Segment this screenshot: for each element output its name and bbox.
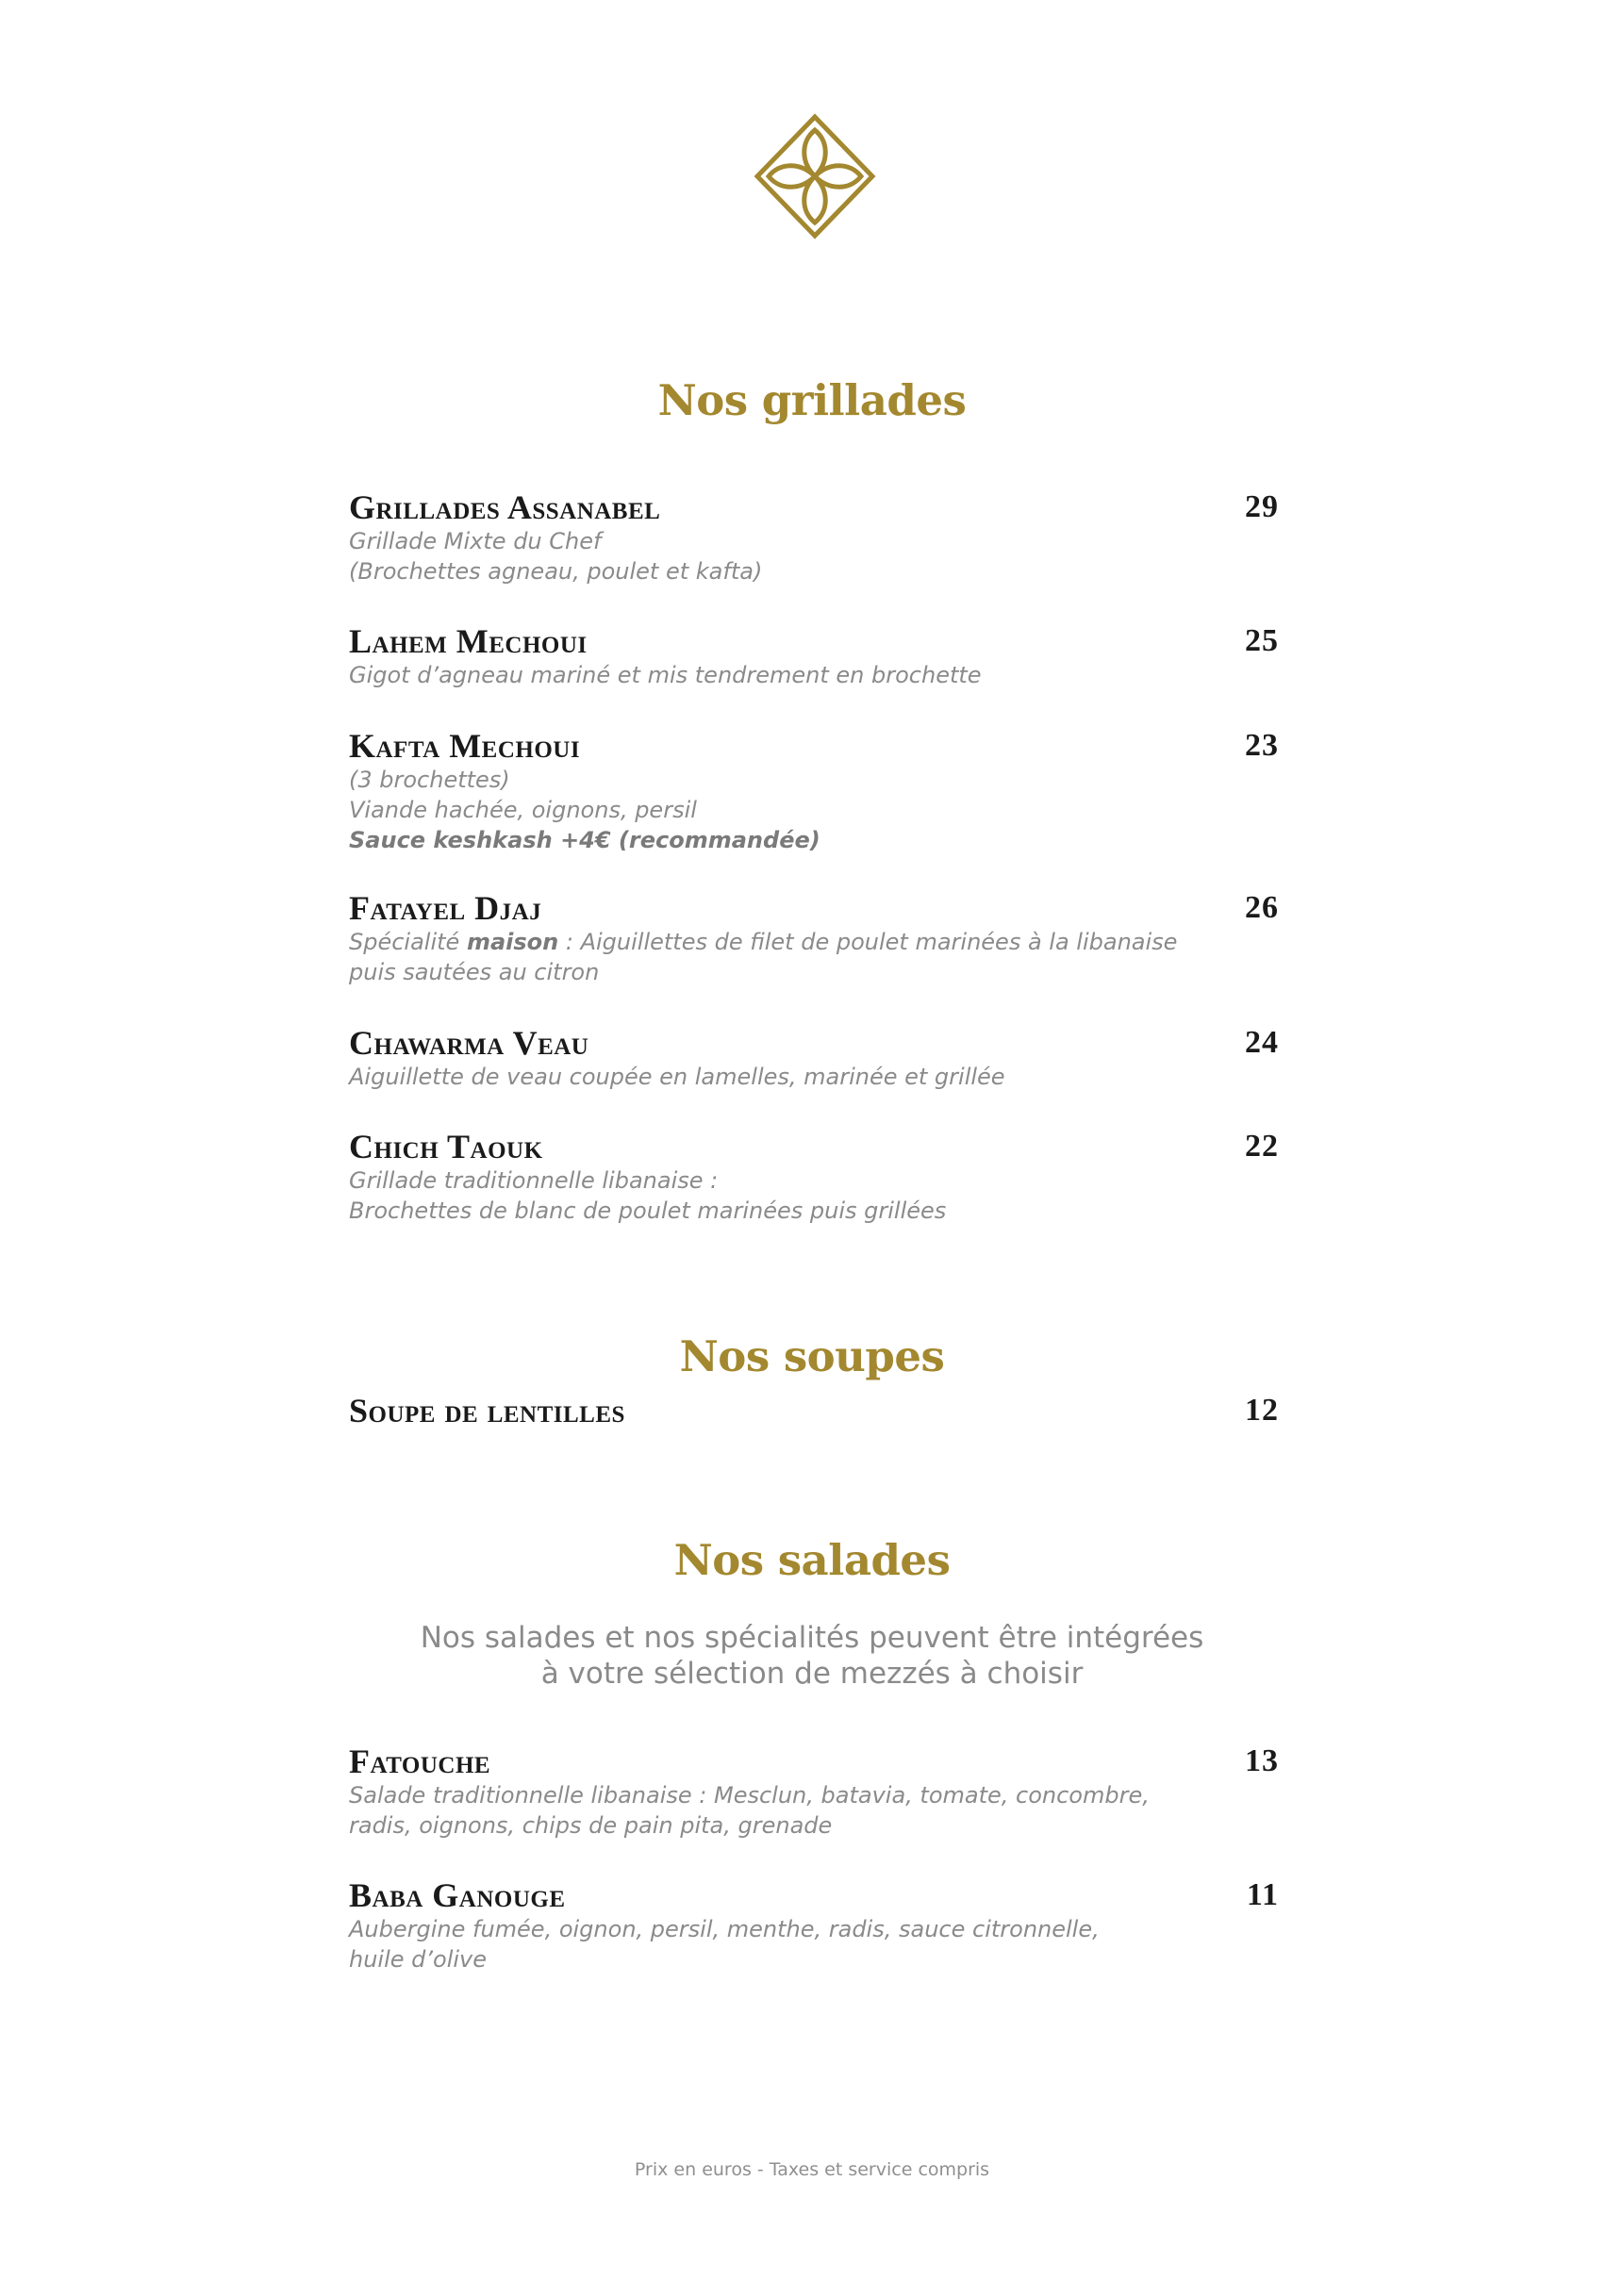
salades-intro bbox=[0, 1620, 1624, 1692]
item-description: puis sautées au citron bbox=[349, 959, 600, 985]
item-description: (Brochettes agneau, poulet et kafta) bbox=[349, 558, 763, 585]
menu-item-chich-taouk bbox=[349, 1128, 1279, 1226]
item-price: 25 bbox=[1245, 623, 1279, 658]
desc-suffix: : Aiguillettes de filet de poulet marinées à la libanaise bbox=[558, 929, 1178, 955]
item-description: Brochettes de blanc de poulet marinées puis grillées bbox=[349, 1198, 947, 1224]
item-price: 11 bbox=[1246, 1877, 1279, 1912]
desc-bold: maison bbox=[466, 929, 559, 955]
item-description: radis, oignons, chips de pain pita, grenade bbox=[349, 1812, 833, 1839]
item-price: 26 bbox=[1245, 890, 1279, 925]
item-price: 12 bbox=[1245, 1393, 1279, 1428]
item-name: Lahem Mechoui bbox=[349, 622, 588, 660]
diamond-flower-icon bbox=[754, 113, 876, 240]
intro-line: Nos salades et nos spécialités peuvent être intégrées bbox=[420, 1621, 1204, 1655]
menu-item-soupe-de-lentilles bbox=[349, 1392, 1279, 1429]
menu-item-fatouche bbox=[349, 1743, 1279, 1841]
footer-note: Prix en euros - Taxes et service compris bbox=[634, 2159, 990, 2180]
section-title-soupes: Nos soupes bbox=[679, 1331, 945, 1381]
section-title-salades: Nos salades bbox=[673, 1535, 951, 1585]
item-description: (3 brochettes) bbox=[349, 767, 510, 793]
item-description: Aubergine fumée, oignon, persil, menthe, radis, sauce citronnelle, bbox=[349, 1916, 1100, 1942]
sauce-note: Sauce keshkash +4€ (recommandée) bbox=[349, 827, 820, 853]
item-name: Grillades Assanabel bbox=[349, 488, 661, 526]
item-name: Fatouche bbox=[349, 1743, 491, 1780]
item-description bbox=[349, 927, 1279, 957]
item-description: Grillade traditionnelle libanaise : bbox=[349, 1167, 719, 1194]
intro-line: à votre sélection de mezzés à choisir bbox=[540, 1657, 1084, 1691]
item-description: Gigot d’agneau mariné et mis tendrement en brochette bbox=[349, 662, 982, 688]
item-name: Kafta Mechoui bbox=[349, 727, 581, 765]
item-price: 24 bbox=[1245, 1025, 1279, 1060]
item-price: 13 bbox=[1245, 1743, 1279, 1778]
menu-item-kafta-mechoui bbox=[349, 727, 1279, 855]
menu-item-chawarma-veau bbox=[349, 1024, 1279, 1092]
menu-item-baba-ganouge bbox=[349, 1876, 1279, 1974]
item-price: 29 bbox=[1245, 489, 1279, 524]
desc-prefix: Spécialité bbox=[349, 929, 467, 955]
section-title-grillades: Nos grillades bbox=[657, 375, 967, 425]
item-description: Grillade Mixte du Chef bbox=[349, 528, 602, 554]
item-name: Fatayel Djaj bbox=[349, 889, 542, 927]
menu-item-lahem-mechoui bbox=[349, 622, 1279, 690]
item-description: huile d’olive bbox=[349, 1946, 488, 1973]
menu-item-fatayel-djaj bbox=[349, 889, 1279, 987]
menu-item-grillades-assanabel bbox=[349, 488, 1279, 586]
item-price: 22 bbox=[1245, 1129, 1279, 1164]
item-description: Viande hachée, oignons, persil bbox=[349, 797, 697, 823]
item-description: Aiguillette de veau coupée en lamelles, marinée et grillée bbox=[349, 1064, 1005, 1090]
item-description: Salade traditionnelle libanaise : Mesclun, batavia, tomate, concombre, bbox=[349, 1782, 1150, 1809]
item-name: Baba Ganouge bbox=[349, 1876, 566, 1914]
item-price: 23 bbox=[1245, 728, 1279, 763]
item-name: Chich Taouk bbox=[349, 1128, 543, 1165]
item-name: Soupe de lentilles bbox=[349, 1392, 625, 1429]
item-name: Chawarma Veau bbox=[349, 1024, 589, 1062]
